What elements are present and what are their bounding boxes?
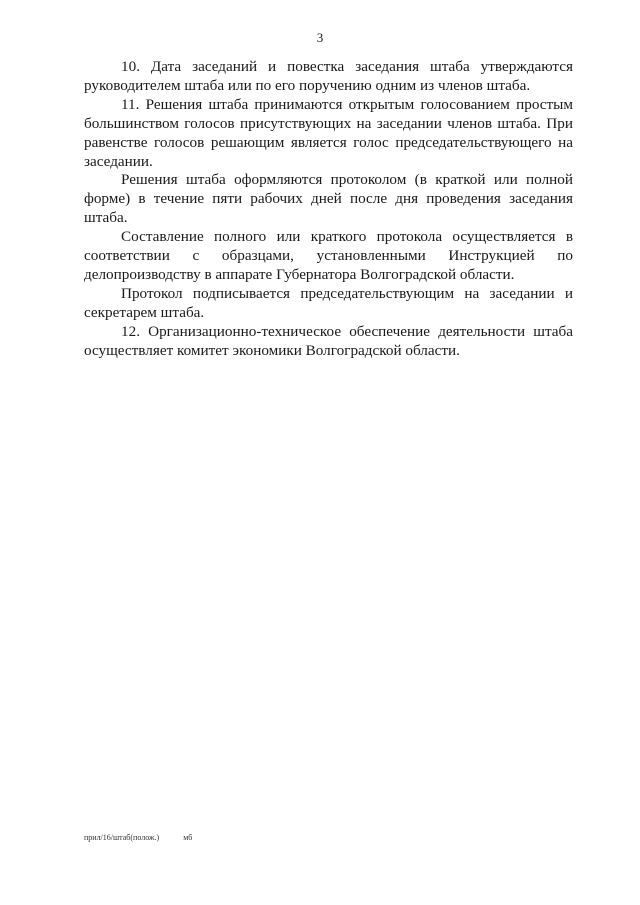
paragraph-12: 12. Организационно-техническое обеспечение деятельности штаба осуществляет комитет экономики Волгоградской области.	[84, 322, 573, 359]
paragraph-protocol-form: Решения штаба оформляются протоколом (в краткой или полной форме) в течение пяти рабочих дней после дня проведения заседания штаба.	[84, 171, 573, 227]
paragraph-protocol-signing: Протокол подписывается председательствующим на заседании и секретарем штаба.	[84, 284, 573, 321]
document-footer	[84, 833, 192, 842]
document-body	[84, 58, 573, 361]
paragraph-10: 10. Дата заседаний и повестка заседания штаба утверждаются руководителем штаба или по его поручению одним из членов штаба.	[84, 58, 573, 94]
page-number: 3	[316, 30, 324, 45]
footer-file-code: прил/16/штаб(полож.)	[84, 833, 160, 842]
paragraph-protocol-samples: Составление полного или краткого протокола осуществляется в соответствии с образцами, установленными Инструкцией по делопроизводству в аппарате Губернатора Волгоградской области.	[84, 228, 573, 283]
footer-initials: мб	[183, 833, 193, 842]
paragraph-11: 11. Решения штаба принимаются открытым голосованием простым большинством голосов присутствующих на заседании членов штаба. При равенстве голосов решающим является голос председательствующего на заседании.	[84, 95, 573, 170]
